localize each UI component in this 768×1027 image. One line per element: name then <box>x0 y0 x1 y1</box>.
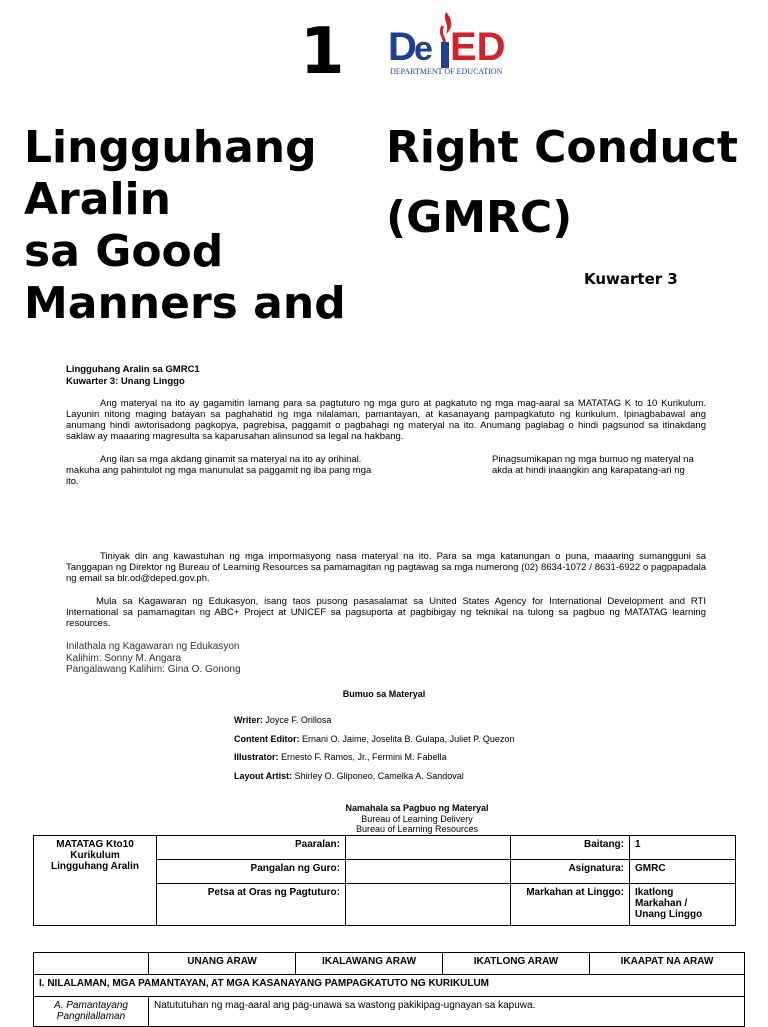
day-header-4: IKAAPAT NA ARAW <box>590 953 745 975</box>
deped-logo-graphic <box>388 4 518 76</box>
grade-label: Baitang: <box>511 836 630 860</box>
acknowledgment-paragraph: Mula sa Kagawaran ng Edukasyon, isang taos pusong pasasalamat sa United States Agency for International Development and RTI International sa pamamagitan ng ABC+ Project at UNICEF sa pagsuporta at pagbibigay ng teknikal na tulong sa pagbuo ng MATATAG learning resources. <box>66 596 706 629</box>
svg-text:D: D <box>388 25 417 69</box>
works-paragraph-right: Pinagsumikapan ng mga bumuo ng materyal na akda at hindi inaangkin ang karapatang-ari ng <box>492 454 694 476</box>
day-header-2: IKALAWANG ARAW <box>296 953 443 975</box>
school-field[interactable] <box>346 836 511 860</box>
management-heading: Namahala sa Pagbuo ng Materyal <box>345 803 489 813</box>
grade-number: 1 <box>300 15 345 89</box>
day-header-3: IKATLONG ARAW <box>443 953 590 975</box>
row-a-label: A. Pamantayang Pangnilallaman <box>34 997 149 1027</box>
management-block <box>0 803 768 835</box>
doc-title: Lingguhang Aralin sa GMRC1 <box>66 364 200 375</box>
svg-text:DEPARTMENT OF EDUCATION: DEPARTMENT OF EDUCATION <box>390 67 503 76</box>
teacher-label: Pangalan ng Guro: <box>157 860 346 884</box>
curriculum-cell: MATATAG Kto10 Kurikulum Lingguhang Aralin <box>34 836 157 926</box>
credit-layout-artist: Layout Artist: Shirley O. Gliponeo, Camelka A. Sandoval <box>234 770 464 781</box>
title-right-2: (GMRC) <box>386 192 573 243</box>
svg-text:e: e <box>414 30 433 68</box>
section-heading: I. NILALAMAN, MGA PAMANTAYAN, AT MGA KASANAYANG PAMPAGKATUTO NG KURIKULUM <box>34 975 745 997</box>
quarter-week-label: Markahan at Linggo: <box>511 884 630 926</box>
secretary: Kalihim: Sonny M. Angara <box>66 652 182 664</box>
deped-logo <box>388 4 518 76</box>
day-header-1: UNANG ARAW <box>149 953 296 975</box>
quarter-week-value: Ikatlong Markahan / Unang Linggo <box>630 884 736 926</box>
corner-cell <box>34 953 149 975</box>
school-label: Paaralan: <box>157 836 346 860</box>
teacher-field[interactable] <box>346 860 511 884</box>
datetime-label: Petsa at Oras ng Pagtuturo: <box>157 884 346 926</box>
lesson-info-table <box>33 835 736 926</box>
title-line-3: sa Good <box>24 226 224 277</box>
subject-label: Asignatura: <box>511 860 630 884</box>
publisher-block <box>66 641 241 676</box>
credits-heading: Bumuo sa Materyal <box>342 689 426 699</box>
title-left <box>24 122 346 330</box>
title-line-1: Lingguhang <box>24 122 317 173</box>
title-right-1: Right Conduct <box>386 122 738 173</box>
undersecretary: Pangalawang Kalihim: Gina O. Gonong <box>66 664 241 675</box>
doc-week: Kuwarter 3: Unang Linggo <box>66 376 185 387</box>
management-line-2: Bureau of Learning Resources <box>355 824 479 834</box>
grade-value: 1 <box>630 836 736 860</box>
datetime-field[interactable] <box>346 884 511 926</box>
contact-paragraph: Tiniyak din ang kawastuhan ng mga impormasyong nasa materyal na ito. Para sa mga katanungan o puna, maaaring sumangguni sa Tanggapan ng Direktor ng Bureau of Learning Resources sa pamamagitan ng pagtawag sa mga numerong (02) 8634-1072 / 8631-6922 o pagpapadala ng email sa blr.od@deped.gov.ph. <box>66 551 706 584</box>
credits-list <box>234 711 514 785</box>
subject-value: GMRC <box>630 860 736 884</box>
credit-illustrator: Illustrator: Ernesto F. Ramos, Jr., Fermini M. Fabella <box>234 752 447 762</box>
lesson-plan-table <box>33 952 745 1027</box>
copyright-paragraph: Ang materyal na ito ay gagamitin lamang para sa pagtuturo ng mga guro at pagkatuto ng mga mag-aaral sa MATATAG K to 10 Kurikulum. Layunin nitong maging batayan sa paghahatid ng mga nilalaman, pamantayan, at kasanayang pampagkatuto ng kurikulum. Ipinagbabawal ang anumang hindi awtorisadong pagkopya, pagrebisa, paggamit o pagbahagi ng materyal na ito. Anumang paglabag o hindi pagsunod sa itinakdang saklaw ay maaaring magresulta sa kaparusahan alinsunod sa legal na hakbang. <box>66 398 706 442</box>
title-line-4: Manners and <box>24 278 346 329</box>
row-a-value: Natututuhan ng mag-aaral ang pag-unawa sa wastong pakikipag-ugnayan sa kapuwa. <box>149 997 745 1027</box>
credit-writer: Writer: Joyce F. Orillosa <box>234 715 332 725</box>
management-line-1: Bureau of Learning Delivery <box>361 813 473 824</box>
published-by: Inilathala ng Kagawaran ng Edukasyon <box>66 641 240 652</box>
title-line-2: Aralin <box>24 174 171 225</box>
credit-content-editor: Content Editor: Ernani O. Jaime, Joselita B. Gulapa, Juliet P. Quezon <box>234 733 515 744</box>
works-paragraph-left: Ang ilan sa mga akdang ginamit sa materyal na ito ay orihinal. makuha ang pahintulot ng mga manunulat sa paggamit ng iba pang mga ito. <box>66 454 372 487</box>
quarter-label: Kuwarter 3 <box>584 270 678 288</box>
svg-text:ED: ED <box>450 25 506 69</box>
